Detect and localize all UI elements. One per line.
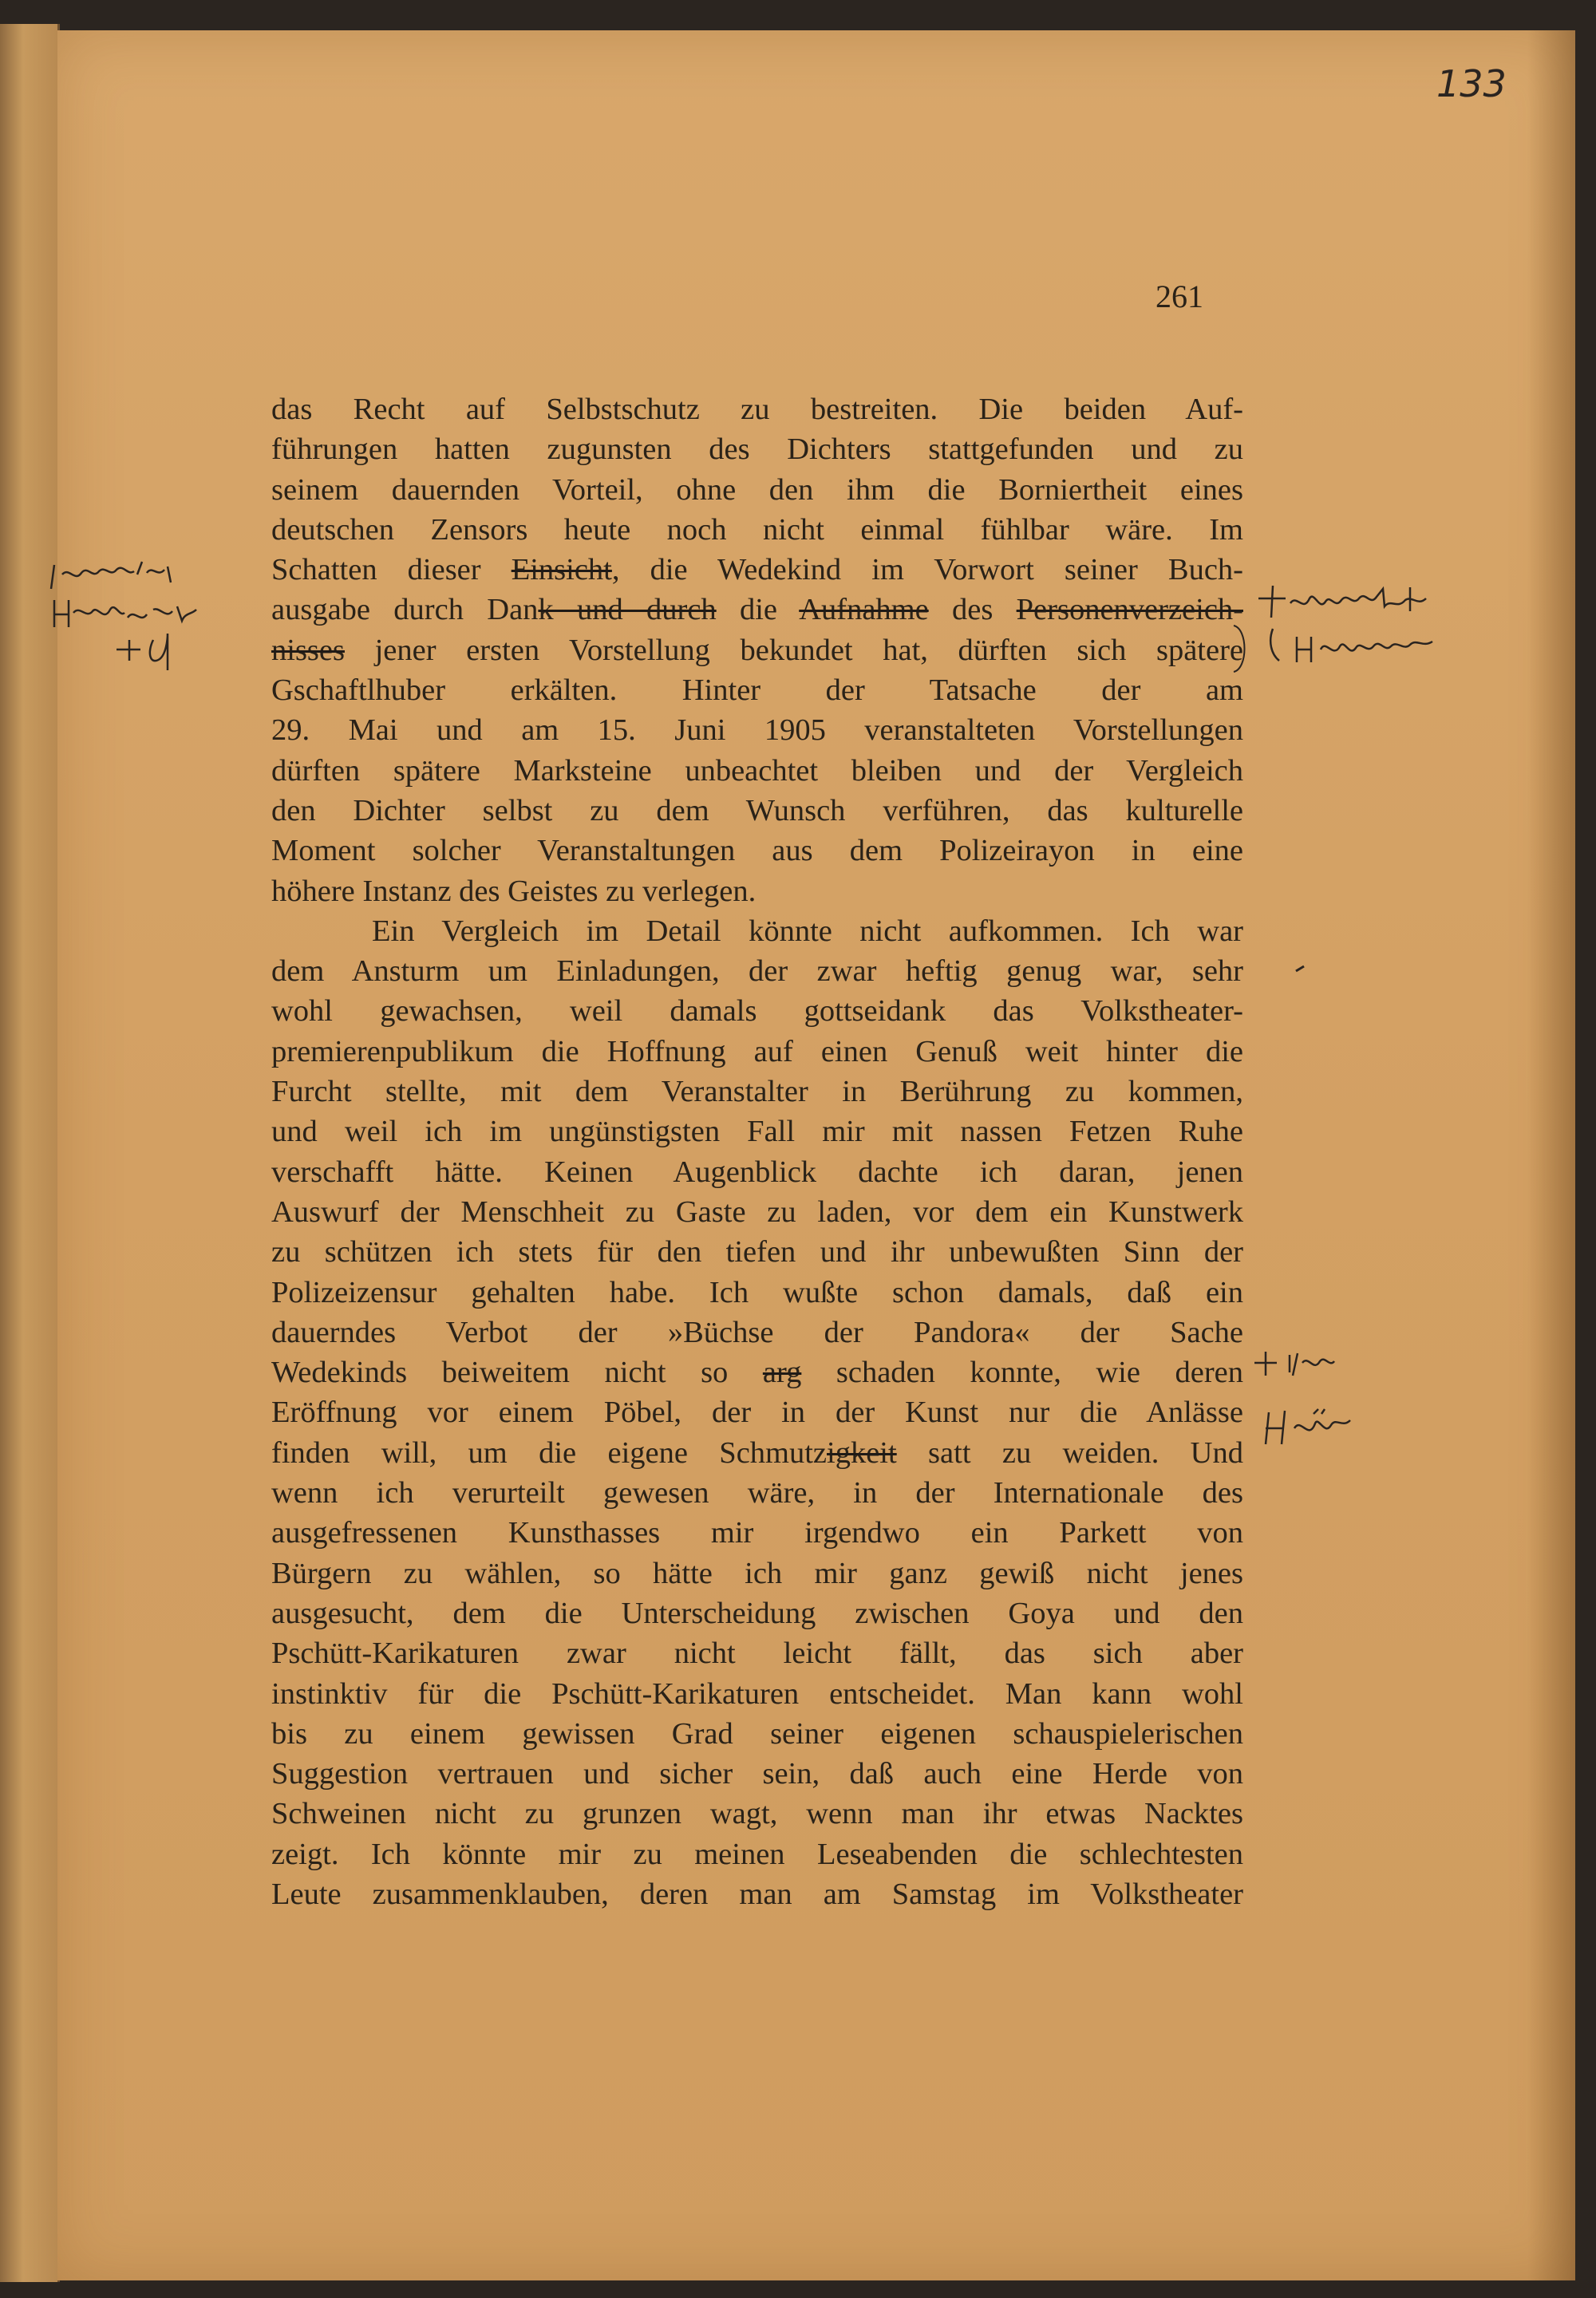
text-segment: finden will, um die eigene Schmutz xyxy=(271,1435,828,1470)
text-line xyxy=(271,911,1243,951)
struck-text: igkeit xyxy=(827,1435,897,1470)
text-segment: Polizeizensur gehalten habe. Ich wußte schon damals, daß ein xyxy=(271,1275,1243,1309)
text-line xyxy=(271,1032,1243,1072)
text-segment: instinktiv für die Pschütt-Karikaturen entscheidet. Man kann wohl xyxy=(271,1676,1243,1711)
text-segment: Leute zusammenklauben, deren man am Samstag im Volkstheater xyxy=(271,1877,1243,1911)
text-segment: ausgabe durch Dan xyxy=(271,593,539,627)
text-segment: Bürgern zu wählen, so hätte ich mir ganz gewiß nicht jenes xyxy=(271,1556,1243,1590)
text-line xyxy=(271,470,1243,510)
text-line xyxy=(271,1433,1243,1473)
text-segment: verschafft hätte. Keinen Augenblick dachte ich daran, jenen xyxy=(271,1155,1243,1189)
text-line xyxy=(271,1232,1243,1272)
text-line xyxy=(271,1513,1243,1553)
text-segment: zu schützen ich stets für den tiefen und ihr unbewußten Sinn der xyxy=(271,1235,1243,1269)
text-segment: jener ersten Vorstellung bekundet hat, dürften sich spätere xyxy=(344,633,1243,667)
text-line xyxy=(271,1593,1243,1633)
printed-page-number: 261 xyxy=(1156,278,1203,314)
text-segment: bis zu einem gewissen Grad seiner eigenen schauspielerischen xyxy=(271,1716,1243,1751)
text-line xyxy=(271,1192,1243,1232)
text-segment: seinem dauernden Vorteil, ohne den ihm die Borniertheit eines xyxy=(271,472,1243,507)
text-line xyxy=(271,1714,1243,1754)
text-segment: Auswurf der Menschheit zu Gaste zu laden, vor dem ein Kunstwerk xyxy=(271,1194,1243,1229)
text-line xyxy=(271,389,1243,429)
text-line xyxy=(271,751,1243,791)
page-right-shadow xyxy=(1527,30,1575,2280)
text-segment: Moment solcher Veranstaltungen aus dem Polizeirayon in eine xyxy=(271,834,1243,868)
right-bracket-mark xyxy=(1229,621,1261,677)
text-line xyxy=(271,1072,1243,1111)
text-segment: höhere Instanz des Geistes zu verlegen. xyxy=(271,874,757,908)
text-line xyxy=(271,1754,1243,1794)
text-segment: Wedekinds beiweitem nicht so xyxy=(271,1356,763,1390)
struck-text: nisses xyxy=(271,633,345,667)
text-line xyxy=(271,791,1243,831)
text-segment: dem Ansturm um Einladungen, der zwar heftig genug war, sehr xyxy=(271,954,1243,989)
text-segment: Eröffnung vor einem Pöbel, der in der Kunst nur die Anlässe xyxy=(271,1396,1243,1430)
text-line xyxy=(271,590,1243,630)
text-line xyxy=(271,1554,1243,1593)
text-line xyxy=(271,1392,1243,1432)
facing-page-edge xyxy=(0,24,60,2282)
text-segment: wohl gewachsen, weil damals gottseidank das Volkstheater- xyxy=(271,994,1243,1029)
handwritten-folio-number: 133 xyxy=(1436,62,1507,105)
text-segment: Ein Vergleich im Detail könnte nicht aufkommen. Ich war xyxy=(372,914,1243,948)
text-segment: das Recht auf Selbstschutz zu bestreiten. Die beiden Auf- xyxy=(271,393,1243,426)
struck-text: arg xyxy=(762,1356,802,1390)
pencil-tick-mark xyxy=(1293,961,1309,977)
struck-text: Aufnahme xyxy=(799,593,929,627)
text-segment: Schweinen nicht zu grunzen wagt, wenn man ihr etwas Nacktes xyxy=(271,1797,1243,1831)
text-line xyxy=(271,429,1243,469)
text-line xyxy=(271,510,1243,550)
text-segment: und weil ich im ungünstigsten Fall mir mit nassen Fetzen Ruhe xyxy=(271,1115,1243,1149)
text-segment: Furcht stellte, mit dem Veranstalter in Berührung zu kommen, xyxy=(271,1075,1243,1109)
text-segment: , die Wedekind im Vorwort seiner Buch- xyxy=(611,553,1243,587)
text-segment: dauerndes Verbot der »Büchse der Pandora« der Sache xyxy=(271,1315,1243,1349)
struck-text: k und durch xyxy=(538,593,717,627)
text-line xyxy=(271,1674,1243,1714)
text-line xyxy=(271,951,1243,991)
struck-text: Einsicht xyxy=(511,553,612,587)
text-line xyxy=(271,1273,1243,1313)
text-segment: wenn ich verurteilt gewesen wäre, in der Internationale des xyxy=(271,1476,1243,1510)
text-segment: den Dichter selbst zu dem Wunsch verführen, das kulturelle xyxy=(271,793,1243,827)
text-line xyxy=(271,991,1243,1031)
text-line xyxy=(271,1473,1243,1513)
text-segment: premierenpublikum die Hoffnung auf einen Genuß weit hinter die xyxy=(271,1034,1243,1068)
body-text xyxy=(271,389,1243,1914)
text-segment: Gschaftlhuber erkälten. Hinter der Tatsache der am xyxy=(271,673,1243,708)
text-line xyxy=(271,1152,1243,1192)
text-line xyxy=(271,1111,1243,1151)
text-segment: des xyxy=(928,593,1017,627)
left-margin-handwritten-notes xyxy=(48,551,231,694)
text-segment: die xyxy=(716,593,800,627)
text-line xyxy=(271,550,1243,590)
text-line xyxy=(271,670,1243,710)
text-segment: zeigt. Ich könnte mir zu meinen Leseabenden die schlechtesten xyxy=(271,1837,1243,1871)
right-margin-handwritten-notes-bottom xyxy=(1245,1340,1404,1460)
text-line xyxy=(271,1874,1243,1914)
text-segment: dürften spätere Marksteine unbeachtet bleiben und der Vergleich xyxy=(271,753,1243,788)
text-line xyxy=(271,1313,1243,1352)
right-margin-handwritten-notes-top xyxy=(1241,574,1464,686)
text-line xyxy=(271,831,1243,871)
text-segment: Suggestion vertrauen und sicher sein, daß auch eine Herde von xyxy=(271,1757,1243,1791)
text-segment: ausgesucht, dem die Unterscheidung zwischen Goya und den xyxy=(271,1596,1243,1630)
text-line xyxy=(271,630,1243,670)
text-segment: satt zu weiden. Und xyxy=(896,1435,1243,1470)
text-segment: deutschen Zensors heute noch nicht einmal fühlbar wäre. Im xyxy=(271,512,1243,547)
text-line xyxy=(271,1633,1243,1673)
text-segment: schaden konnte, wie deren xyxy=(801,1356,1243,1390)
text-line xyxy=(271,1794,1243,1834)
text-segment: 29. Mai und am 15. Juni 1905 veranstalteten Vorstellungen xyxy=(271,713,1243,748)
text-line xyxy=(271,710,1243,750)
text-line xyxy=(271,1352,1243,1392)
text-segment: Pschütt-Karikaturen zwar nicht leicht fällt, das sich aber xyxy=(271,1637,1243,1671)
text-segment: ausgefressenen Kunsthasses mir irgendwo ein Parkett von xyxy=(271,1516,1243,1550)
text-segment: führungen hatten zugunsten des Dichters stattgefunden und zu xyxy=(271,432,1243,467)
text-segment: Schatten dieser xyxy=(271,553,512,587)
text-line xyxy=(271,1834,1243,1874)
struck-text: Personenverzeich- xyxy=(1016,593,1243,627)
text-line xyxy=(271,871,1243,911)
